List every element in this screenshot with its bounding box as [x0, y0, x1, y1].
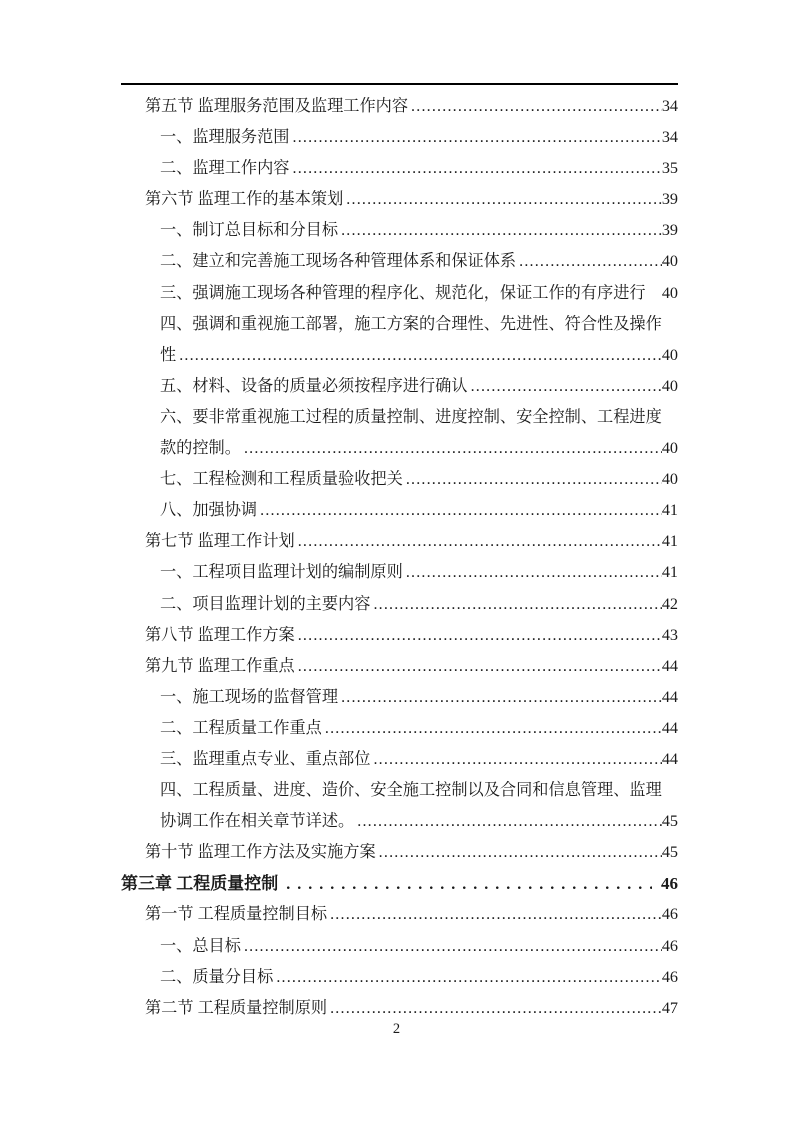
toc-entry[interactable] — [121, 931, 678, 962]
toc-leader-dots — [276, 962, 662, 993]
toc-page-number: 47 — [661, 998, 678, 1017]
footer-page-number: 2 — [392, 1021, 401, 1037]
toc-leader-dots — [411, 91, 662, 122]
toc-entry[interactable] — [121, 184, 678, 215]
toc-entry[interactable] — [121, 744, 678, 775]
toc-page-number: 40 — [661, 252, 678, 271]
toc-page-number: 45 — [661, 812, 678, 831]
toc — [121, 91, 678, 1024]
toc-entry[interactable] — [121, 153, 678, 184]
toc-leader-dots — [298, 620, 662, 651]
toc-entry-text: 第八节 监理工作方案 — [145, 625, 295, 644]
toc-entry[interactable] — [121, 775, 678, 806]
toc-leader-dots — [471, 371, 662, 402]
toc-entry[interactable] — [121, 278, 678, 309]
toc-entry-text: 一、施工现场的监督管理 — [160, 687, 339, 706]
toc-entry[interactable] — [121, 246, 678, 277]
toc-entry-text: 第六节 监理工作的基本策划 — [145, 190, 344, 209]
toc-entry[interactable] — [121, 340, 678, 371]
toc-entry[interactable] — [121, 868, 678, 899]
toc-entry-text: 三、监理重点专业、重点部位 — [160, 749, 371, 768]
toc-entry-text: 二、工程质量工作重点 — [160, 718, 322, 737]
toc-entry[interactable] — [121, 962, 678, 993]
toc-entry-text: 一、总目标 — [160, 936, 241, 955]
toc-entry[interactable] — [121, 589, 678, 620]
toc-entry[interactable] — [121, 806, 678, 837]
toc-entry-text: 性 — [160, 345, 177, 364]
toc-leader-dots — [346, 184, 662, 215]
toc-entry-text: 一、监理服务范围 — [160, 128, 290, 147]
toc-leader-dots — [244, 433, 662, 464]
toc-page-number: 35 — [661, 159, 678, 178]
toc-leader-dots — [341, 682, 662, 713]
toc-entry-text: 第一节 工程质量控制目标 — [145, 905, 328, 924]
toc-entry[interactable] — [121, 371, 678, 402]
toc-leader-dots — [357, 806, 662, 837]
toc-leader-dots — [293, 122, 662, 153]
toc-page-number: 46 — [661, 936, 678, 955]
toc-entry[interactable] — [121, 899, 678, 930]
toc-page-number: 46 — [661, 967, 678, 986]
toc-entry[interactable] — [121, 651, 678, 682]
toc-entry-text: 款的控制。 — [160, 439, 241, 458]
toc-page-number: 44 — [661, 718, 678, 737]
toc-entry-text: 一、工程项目监理计划的编制原则 — [160, 563, 403, 582]
toc-entry-text: 三、强调施工现场各种管理的程序化、规范化，保证工作的有序进行 — [160, 283, 646, 302]
header-rule — [121, 83, 678, 85]
toc-entry-text: 二、监理工作内容 — [160, 159, 290, 178]
toc-entry-text: 第五节 监理服务范围及监理工作内容 — [145, 97, 409, 115]
toc-page-number: 44 — [661, 656, 678, 675]
toc-entry-text: 第九节 监理工作重点 — [145, 656, 295, 675]
toc-page-number: 46 — [661, 874, 678, 894]
toc-page-number: 40 — [661, 439, 678, 458]
toc-page-number: 46 — [661, 905, 678, 924]
toc-leader-dots — [293, 153, 662, 184]
toc-leader-dots — [244, 931, 662, 962]
toc-entry-text: 第七节 监理工作计划 — [145, 532, 295, 551]
toc-entry[interactable] — [121, 91, 678, 122]
toc-entry-text: 二、项目监理计划的主要内容 — [160, 594, 371, 613]
toc-entry[interactable] — [121, 682, 678, 713]
toc-entry[interactable] — [121, 433, 678, 464]
toc-page-number: 34 — [661, 128, 678, 147]
toc-entry[interactable] — [121, 464, 678, 495]
toc-entry-text: 第三章 工程质量控制 — [121, 874, 279, 894]
toc-leader-dots — [519, 246, 662, 277]
toc-leader-dots — [298, 651, 662, 682]
toc-entry-text: 二、建立和完善施工现场各种管理体系和保证体系 — [160, 252, 517, 271]
toc-leader-dots — [373, 744, 661, 775]
toc-entry-text: 八、加强协调 — [160, 501, 258, 520]
toc-leader-dots — [179, 340, 662, 371]
toc-page-number: 40 — [661, 283, 678, 302]
toc-page-number: 43 — [661, 625, 678, 644]
toc-page-number: 45 — [661, 843, 678, 862]
toc-page-number: 44 — [661, 749, 678, 768]
toc-entry[interactable] — [121, 837, 678, 868]
toc-entry[interactable] — [121, 557, 678, 588]
toc-page-number: 34 — [661, 97, 678, 115]
toc-page-number: 40 — [661, 345, 678, 364]
toc-leader-dots — [298, 526, 662, 557]
toc-page-number: 41 — [661, 501, 678, 520]
toc-page-number: 40 — [661, 470, 678, 489]
toc-entry[interactable] — [121, 215, 678, 246]
toc-entry-text: 一、制订总目标和分目标 — [160, 221, 339, 240]
toc-entry[interactable] — [121, 402, 678, 433]
toc-page-number: 39 — [661, 221, 678, 240]
toc-page-number: 44 — [661, 687, 678, 706]
toc-page-number: 41 — [661, 563, 678, 582]
toc-entry-text: 第十节 监理工作方法及实施方案 — [145, 843, 376, 862]
toc-leader-dots — [406, 464, 662, 495]
toc-entry[interactable] — [121, 713, 678, 744]
toc-entry[interactable] — [121, 620, 678, 651]
toc-leader-dots — [406, 557, 662, 588]
toc-leader-dots — [379, 837, 662, 868]
toc-entry[interactable] — [121, 526, 678, 557]
toc-entry[interactable] — [121, 495, 678, 526]
toc-entry[interactable] — [121, 122, 678, 153]
toc-entry-text: 六、要非常重视施工过程的质量控制、进度控制、安全控制、工程进度 — [160, 407, 662, 426]
toc-entry-text: 四、工程质量、进度、造价、安全施工控制以及合同和信息管理、监理 — [160, 781, 662, 800]
toc-page-number: 40 — [661, 376, 678, 395]
toc-page-number: 39 — [661, 190, 678, 209]
toc-entry-text: 七、工程检测和工程质量验收把关 — [160, 470, 403, 489]
toc-entry-text: 二、质量分目标 — [160, 967, 274, 986]
toc-entry[interactable] — [121, 309, 678, 340]
toc-entry-text: 四、强调和重视施工部署，施工方案的合理性、先进性、符合性及操作 — [160, 314, 662, 333]
toc-entry-text: 五、材料、设备的质量必须按程序进行确认 — [160, 376, 468, 395]
toc-leader-dots — [341, 215, 662, 246]
toc-page-number: 42 — [661, 594, 678, 613]
toc-leader-dots — [330, 899, 662, 930]
toc-leader-dots — [260, 495, 662, 526]
toc-leader-dots — [286, 868, 652, 899]
toc-page-number: 41 — [661, 532, 678, 551]
toc-entry-text: 协调工作在相关章节详述。 — [160, 812, 355, 831]
toc-leader-dots — [373, 589, 661, 620]
toc-leader-dots — [325, 713, 662, 744]
toc-entry-text: 第二节 工程质量控制原则 — [145, 998, 328, 1017]
